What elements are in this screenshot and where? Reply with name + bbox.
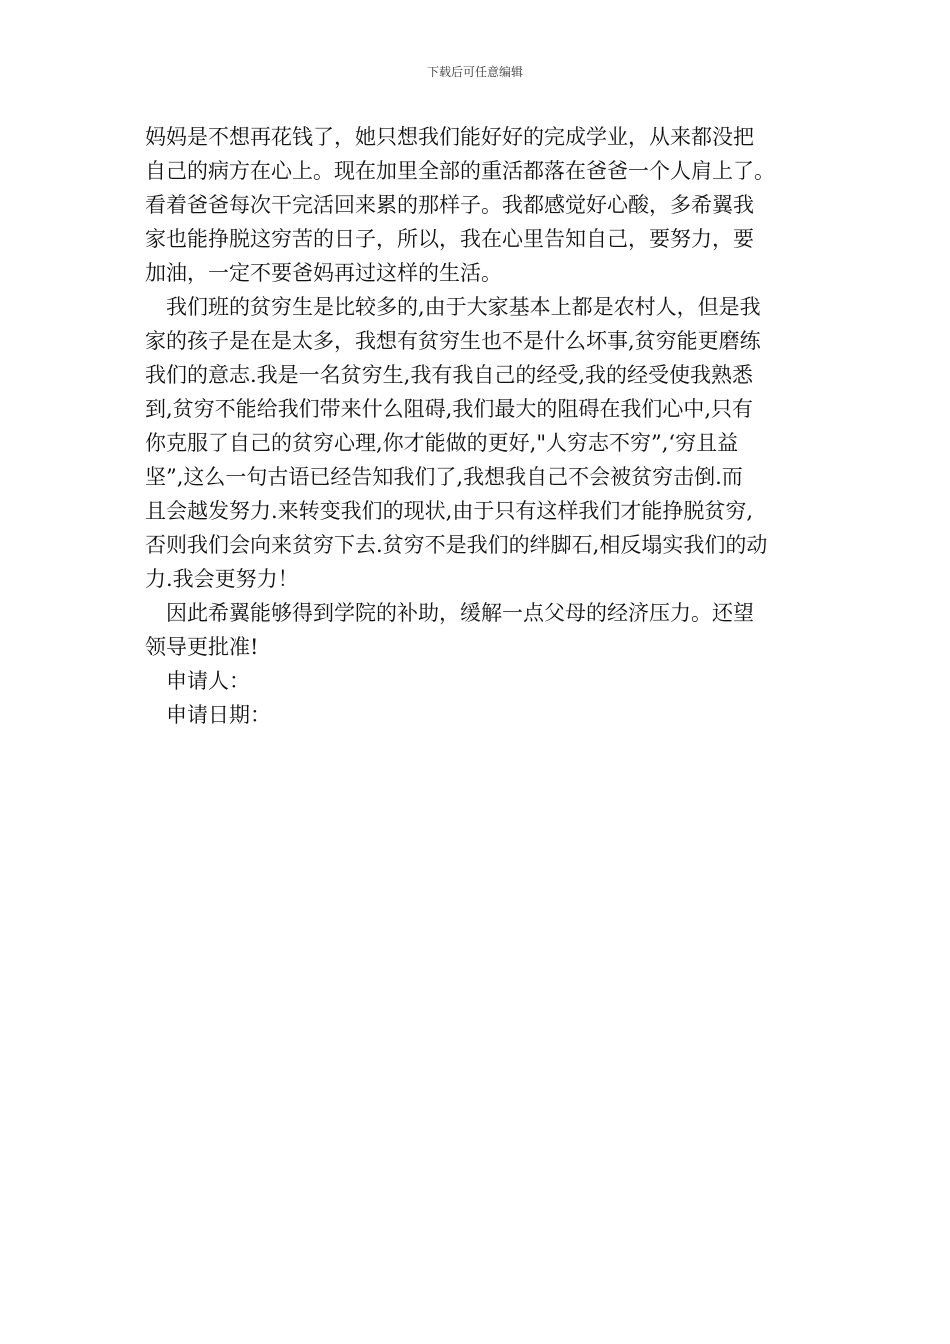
paragraph-line: 否则我们会向来贫穷下去.贫穷不是我们的绊脚石,相反塌实我们的动 — [145, 533, 768, 557]
paragraph-line: 妈妈是不想再花钱了，她只想我们能好好的完成学业，从来都没把 — [145, 125, 754, 149]
paragraph-line: 领导更批准! — [145, 635, 259, 659]
paragraph-line: 你克服了自己的贫穷心理,你才能做的更好,"人穷志不穷”,‘穷且益 — [145, 431, 739, 455]
paragraph-line: 因此希翼能够得到学院的补助，缓解一点父母的经济压力。还望 — [166, 601, 754, 625]
paragraph-line: 家也能挣脱这穷苦的日子，所以，我在心里告知自己，要努力，要 — [145, 227, 754, 251]
application-date-label: 申请日期： — [166, 703, 271, 727]
paragraph-line: 我们的意志.我是一名贫穷生,我有我自己的经受,我的经受使我熟悉 — [145, 363, 754, 387]
paragraph-line: 加油，一定不要爸妈再过这样的生活。 — [145, 261, 502, 285]
paragraph-line: 家的孩子是在是太多，我想有贫穷生也不是什么坏事,贫穷能更磨练 — [145, 329, 761, 353]
page-header: 下载后可任意编辑 — [426, 65, 523, 79]
paragraph-line: 看着爸爸每次干完活回来累的那样子。我都感觉好心酸，多希翼我 — [145, 193, 754, 217]
paragraph-line: 力.我会更努力！ — [145, 567, 299, 591]
paragraph-line: 且会越发努力.来转变我们的现状,由于只有这样我们才能挣脱贫穷, — [145, 499, 754, 523]
applicant-label: 申请人： — [166, 669, 250, 693]
paragraph-line: 到,贫穷不能给我们带来什么阻碍,我们最大的阻碍在我们心中,只有 — [145, 397, 754, 421]
paragraph-line: 坚”,这么一句古语已经告知我们了,我想我自己不会被贫穷击倒.而 — [145, 465, 743, 489]
document-body — [145, 120, 813, 732]
paragraph-line: 我们班的贫穷生是比较多的,由于大家基本上都是农村人，但是我 — [166, 295, 761, 319]
paragraph-line: 自己的病方在心上。现在加里全部的重活都落在爸爸一个人肩上了。 — [145, 159, 775, 183]
